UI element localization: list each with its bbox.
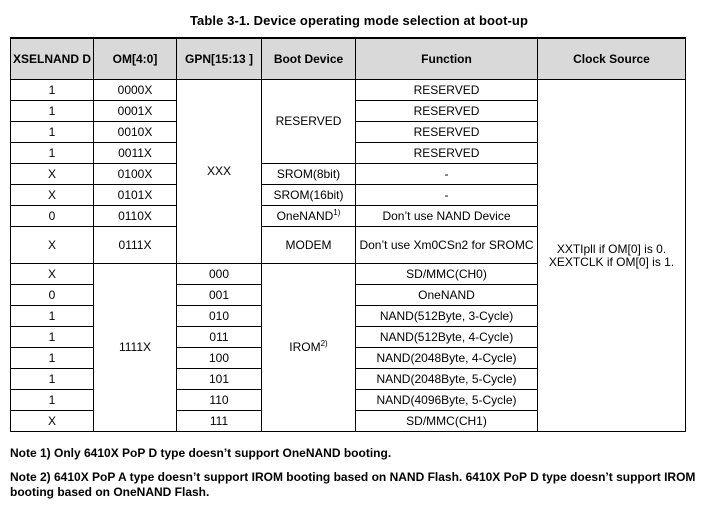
gpn-cell: 111 [177,411,262,432]
xselnand-cell: 1 [11,80,94,101]
om-cell: 0100X [94,164,177,185]
gpn-cell: 110 [177,390,262,411]
gpn-cell: XXX [177,80,262,264]
function-cell: Don’t use NAND Device [356,206,538,227]
header-om: OM[4:0] [94,38,177,80]
function-cell: RESERVED [356,80,538,101]
gpn-cell: 100 [177,348,262,369]
xselnand-cell: X [11,185,94,206]
xselnand-cell: 1 [11,369,94,390]
boot-device-label: IROM [289,340,321,354]
boot-device-cell: SROM(16bit) [262,185,356,206]
function-cell: RESERVED [356,101,538,122]
function-cell: - [356,164,538,185]
om-cell: 0101X [94,185,177,206]
footnote-marker: 2) [320,339,328,348]
function-cell: NAND(512Byte, 4-Cycle) [356,327,538,348]
function-cell: SD/MMC(CH1) [356,411,538,432]
table-row [11,80,686,101]
xselnand-cell: 1 [11,101,94,122]
xselnand-cell: X [11,411,94,432]
function-cell: NAND(4096Byte, 5-Cycle) [356,390,538,411]
gpn-cell: 001 [177,285,262,306]
header-row [11,38,686,80]
xselnand-cell: 1 [11,327,94,348]
xselnand-cell: 0 [11,206,94,227]
note-2: Note 2) 6410X PoP A type doesn’t support IROM booting based on NAND Flash. 6410X PoP D type doesn’t support IROM booting based on OneNAND Flash. [10,470,696,499]
xselnand-cell: X [11,264,94,285]
boot-device-cell [262,206,356,227]
xselnand-cell: 1 [11,390,94,411]
boot-device-cell [262,264,356,432]
gpn-cell: 000 [177,264,262,285]
om-cell: 0111X [94,227,177,264]
clock-source-line: XEXTCLK if OM[0] is 1. [548,254,675,269]
boot-device-label: OneNAND [276,208,334,223]
boot-mode-table [10,37,686,432]
xselnand-cell: 1 [11,122,94,143]
om-cell: 0000X [94,80,177,101]
xselnand-cell: X [11,164,94,185]
xselnand-cell: 1 [11,348,94,369]
xselnand-cell: X [11,227,94,264]
clock-source-line: XXTIpll if OM[0] is 0. [556,241,667,256]
gpn-cell: 101 [177,369,262,390]
function-cell: SD/MMC(CH0) [356,264,538,285]
note-1: Note 1) Only 6410X PoP D type doesn’t support OneNAND booting. [10,446,392,460]
header-clock-source: Clock Source [538,38,686,80]
boot-device-cell: MODEM [262,227,356,264]
function-cell: OneNAND [356,285,538,306]
boot-device-cell: RESERVED [262,80,356,164]
om-cell: 0110X [94,206,177,227]
function-cell: Don’t use Xm0CSn2 for SROMC [356,227,538,264]
function-cell: - [356,185,538,206]
function-cell: NAND(512Byte, 3-Cycle) [356,306,538,327]
function-cell: NAND(2048Byte, 4-Cycle) [356,348,538,369]
xselnand-cell: 1 [11,306,94,327]
om-cell: 1111X [94,264,177,432]
gpn-cell: 011 [177,327,262,348]
header-boot-device: Boot Device [262,38,356,80]
header-xselnand: XSELNAND D [11,38,94,80]
boot-device-cell: SROM(8bit) [262,164,356,185]
om-cell: 0011X [94,143,177,164]
gpn-cell: 010 [177,306,262,327]
footnotes [10,446,700,509]
xselnand-cell: 0 [11,285,94,306]
table-title: Table 3-1. Device operating mode selection at boot-up [189,13,529,28]
footnote-marker: 1) [333,207,341,217]
function-cell: NAND(2048Byte, 5-Cycle) [356,369,538,390]
function-cell: RESERVED [356,122,538,143]
function-cell: RESERVED [356,143,538,164]
om-cell: 0010X [94,122,177,143]
header-gpn: GPN[15:13 ] [177,38,262,80]
om-cell: 0001X [94,101,177,122]
clock-source-cell [538,80,686,432]
header-function: Function [356,38,538,80]
xselnand-cell: 1 [11,143,94,164]
